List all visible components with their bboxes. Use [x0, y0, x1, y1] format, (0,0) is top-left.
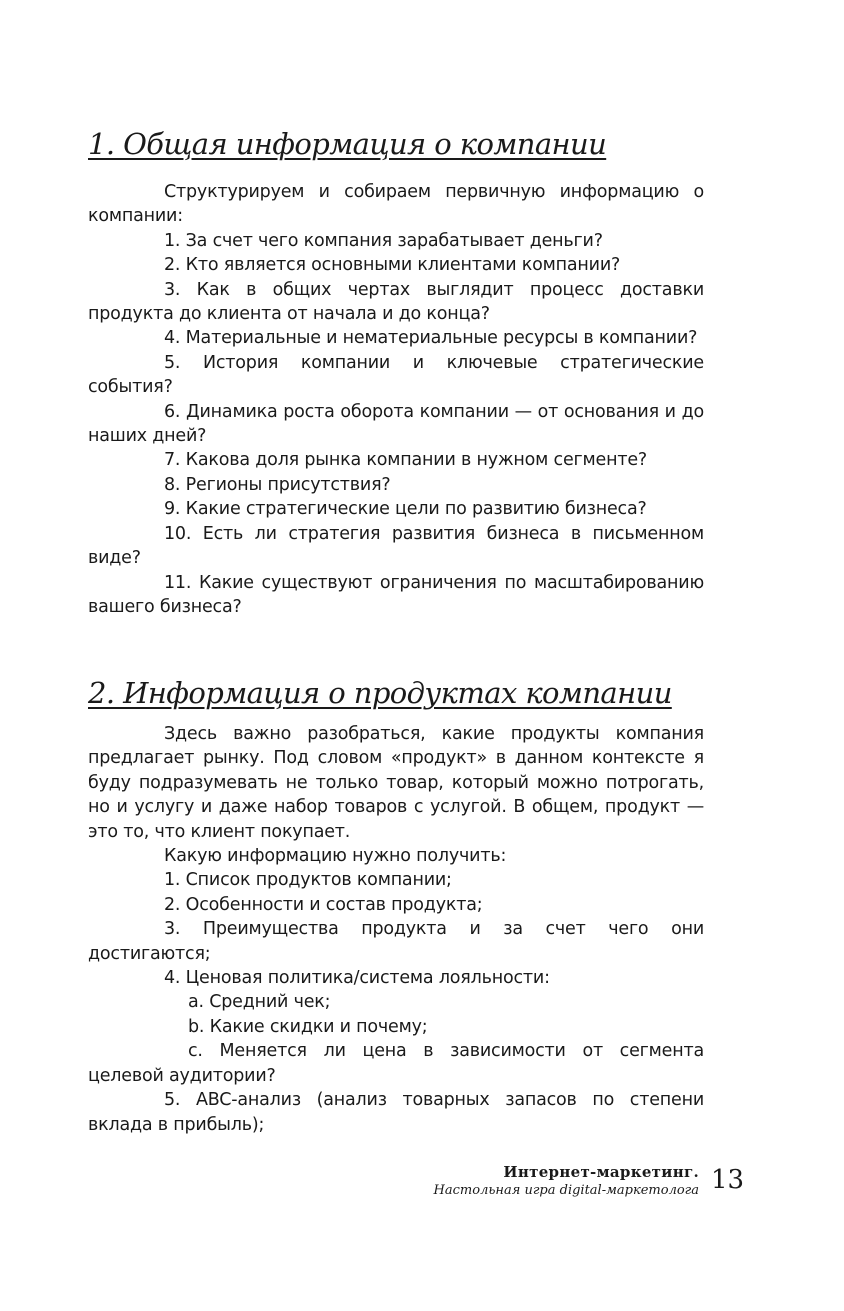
section-1-intro: Структурируем и собираем первичную информацию о компании:: [88, 182, 704, 227]
list-item: 5. История компании и ключевые стратегические события?: [88, 352, 704, 398]
list-item: 7. Какова доля рынка компании в нужном сегменте?: [164, 450, 647, 471]
list-item: 9. Какие стратегические цели по развитию бизнеса?: [164, 499, 647, 520]
list-item: 5. ABC-анализ (анализ товарных запасов по степени вклада в прибыль);: [88, 1090, 704, 1135]
running-footer: [434, 1163, 699, 1199]
list-item: 3. Преимущества продукта и за счет чего они достигаются;: [88, 919, 704, 964]
section-1-heading: 1. Общая информация о компании: [88, 127, 607, 161]
section-2-question: Какую информацию нужно получить:: [164, 846, 507, 867]
section-2-intro: Здесь важно разобраться, какие продукты компания предлагает рынку. Под словом «продукт» в данном контексте я буду подразумевать не только товар, который можно потрогать, но и услугу и даже набор товаров с услугой. В общем, продукт — это то, что клиент покупает.: [88, 724, 704, 842]
footer-book-title: Интернет-маркетинг.: [503, 1163, 699, 1181]
list-item: 3. Как в общих чертах выглядит процесс доставки продукта до клиента от начала и до конца?: [88, 279, 704, 325]
list-item: 1. Список продуктов компании;: [164, 870, 452, 891]
section-2-body: [88, 722, 704, 1137]
list-item: 6. Динамика роста оборота компании — от основания и до наших дней?: [88, 401, 704, 447]
list-item: 10. Есть ли стратегия развития бизнеса в письменном виде?: [88, 523, 704, 569]
sub-list-item: b. Какие скидки и почему;: [188, 1016, 428, 1037]
list-item: 2. Особенности и состав продукта;: [164, 894, 483, 915]
list-item: 11. Какие существуют ограничения по масштабированию вашего бизнеса?: [88, 572, 704, 617]
page-number: 13: [711, 1165, 745, 1195]
list-item: 1. За счет чего компания зарабатывает деньги?: [164, 230, 603, 251]
footer-book-subtitle: Настольная игра digital-маркетолога: [433, 1183, 699, 1198]
sub-list-item: a. Средний чек;: [188, 992, 331, 1013]
section-1-body: [88, 180, 704, 619]
list-item: 4. Ценовая политика/система лояльности:: [164, 968, 550, 989]
list-item: 2. Кто является основными клиентами компании?: [164, 255, 621, 276]
sub-list-item: c. Меняется ли цена в зависимости от сегмента целевой аудитории?: [88, 1041, 704, 1086]
list-item: 8. Регионы присутствия?: [164, 474, 391, 495]
section-2-heading: 2. Информация о продуктах компании: [88, 676, 672, 710]
list-item: 4. Материальные и нематериальные ресурсы в компании?: [164, 328, 698, 349]
